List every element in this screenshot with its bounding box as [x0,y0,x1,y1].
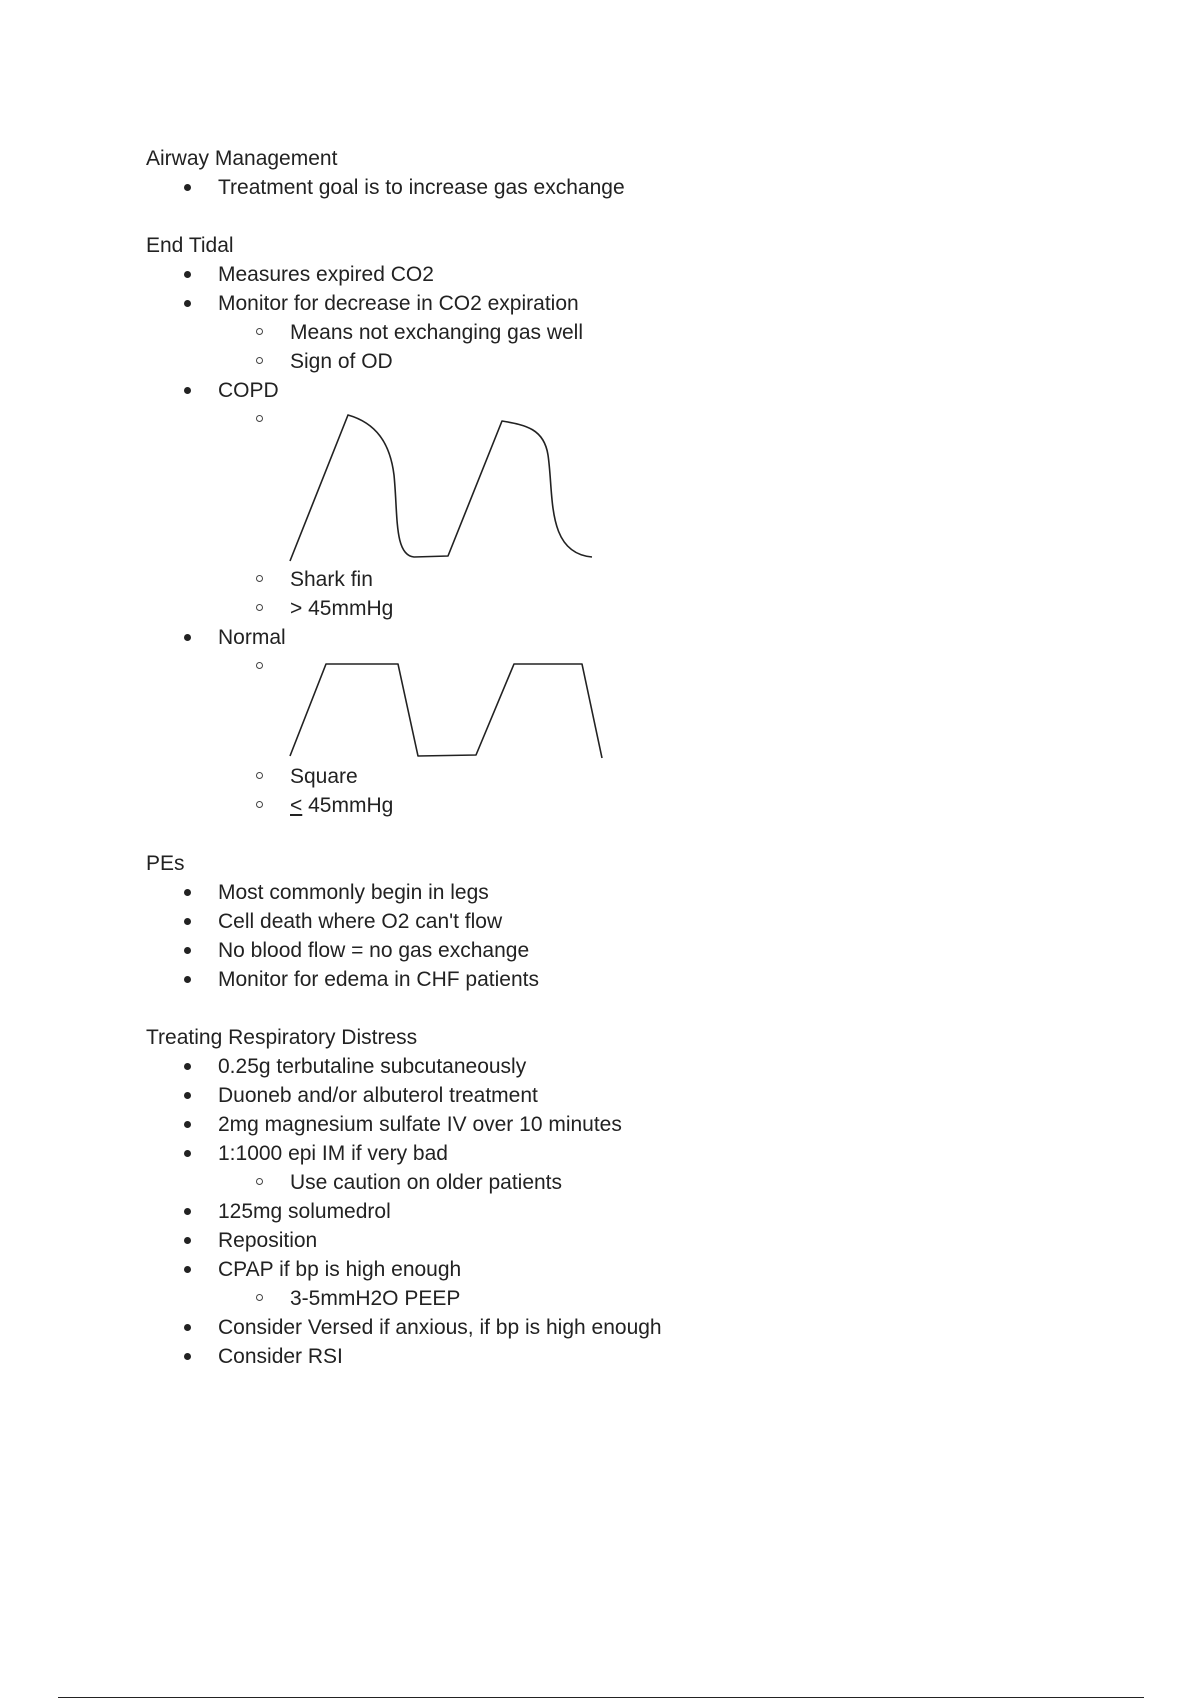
list-item: 0.25g terbutaline subcutaneously [218,1052,1046,1081]
list-item [218,1255,1046,1313]
document-body [146,144,1046,1371]
list-item [218,1139,1046,1197]
list-item [218,289,1046,376]
list-item: Reposition [218,1226,1046,1255]
page-bottom-rule [58,1697,1144,1698]
sublist-item: Means not exchanging gas well [290,318,1046,347]
list-item: Treatment goal is to increase gas exchange [218,173,1046,202]
square-waveform-line [290,664,602,758]
end-tidal-list [146,260,1046,820]
sublist [218,1168,1046,1197]
list-item: Monitor for edema in CHF patients [218,965,1046,994]
spacer [146,820,1046,849]
sublist-item: Square [290,762,1046,791]
section-title-respiratory: Treating Respiratory Distress [146,1026,418,1049]
sublist-item: 3-5mmH2O PEEP [290,1284,1046,1313]
list-item-text: COPD [218,379,279,402]
list-item: Cell death where O2 can't flow [218,907,1046,936]
list-item [218,623,1046,820]
list-item-text: CPAP if bp is high enough [218,1258,462,1281]
sublist [218,318,1046,376]
spacer [146,994,1046,1023]
section-title-end-tidal: End Tidal [146,234,234,257]
spacer [146,202,1046,231]
respiratory-list [146,1052,1046,1371]
less-than-symbol: < [290,794,303,817]
list-item: Measures expired CO2 [218,260,1046,289]
list-item-text: Monitor for decrease in CO2 expiration [218,292,579,315]
sublist-item-image [290,405,1046,565]
sublist-item: Shark fin [290,565,1046,594]
list-item-text: Normal [218,626,286,649]
list-item [218,376,1046,623]
sublist [218,652,1046,820]
sublist [218,405,1046,623]
sublist-item [290,791,1046,820]
section-title-pes: PEs [146,852,185,875]
sublist-item: > 45mmHg [290,594,1046,623]
section-title-airway: Airway Management [146,147,338,170]
list-item: No blood flow = no gas exchange [218,936,1046,965]
sublist-item-text: 45mmHg [302,794,394,817]
list-item: Most commonly begin in legs [218,878,1046,907]
sublist-item-image [290,652,1046,762]
square-waveform-drawing [286,652,646,762]
sublist [218,1284,1046,1313]
pes-list [146,878,1046,994]
shark-fin-waveform-line [290,415,592,561]
list-item: Duoneb and/or albuterol treatment [218,1081,1046,1110]
shark-fin-waveform-drawing [286,405,646,565]
sublist-item: Sign of OD [290,347,1046,376]
airway-list [146,173,1046,202]
sublist-item: Use caution on older patients [290,1168,1046,1197]
list-item: 2mg magnesium sulfate IV over 10 minutes [218,1110,1046,1139]
list-item-text: 1:1000 epi IM if very bad [218,1142,448,1165]
list-item: Consider Versed if anxious, if bp is high enough [218,1313,1046,1342]
list-item: 125mg solumedrol [218,1197,1046,1226]
list-item: Consider RSI [218,1342,1046,1371]
